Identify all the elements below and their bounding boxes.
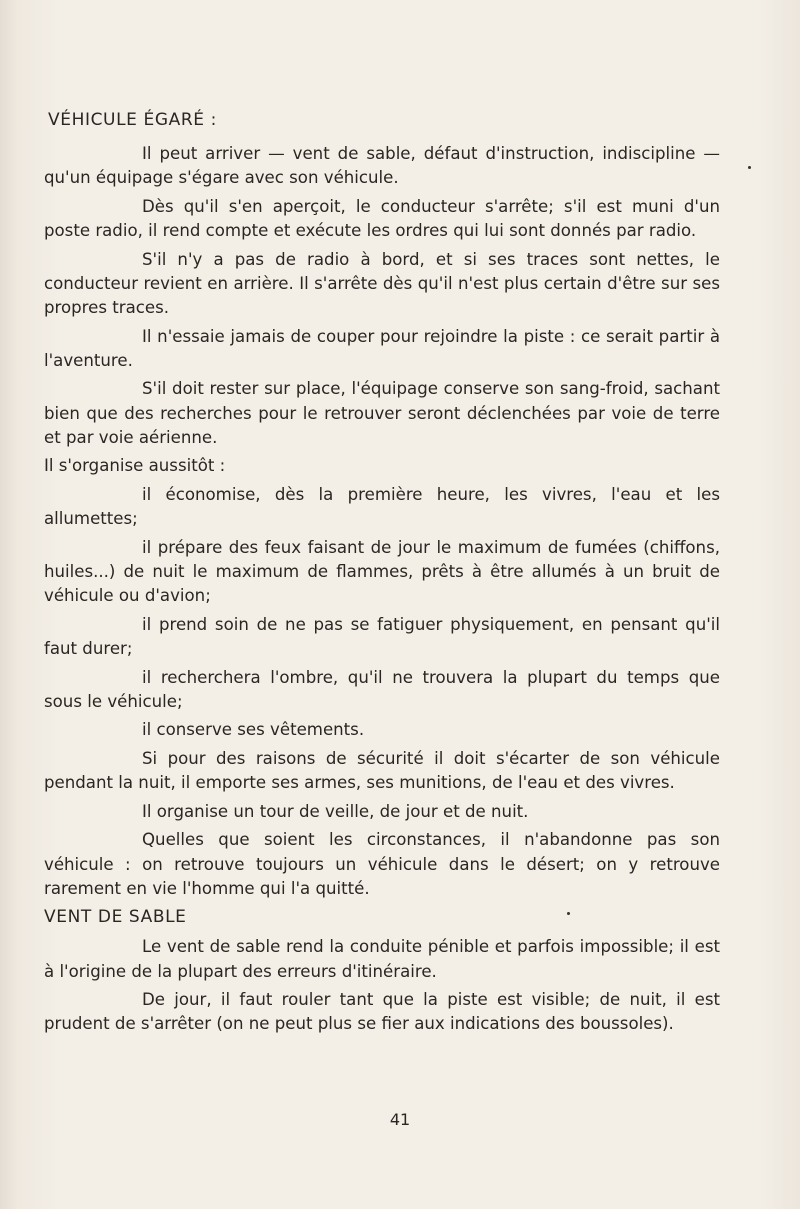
paragraph: Le vent de sable rend la conduite pénible et parfois impossible; il est à l'origine de la plupart des erreurs d'itinéraire.	[44, 937, 720, 981]
list-item: il conserve ses vêtements.	[142, 720, 365, 740]
paragraph: Il organise un tour de veille, de jour et de nuit.	[142, 801, 529, 821]
paragraph: S'il n'y a pas de radio à bord, et si ses traces sont nettes, le conducteur revient en arrière. Il s'arrête dès qu'il n'est plus certain d'être sur ses propres traces.	[44, 249, 720, 317]
ink-speck	[567, 912, 570, 915]
paragraph: Quelles que soient les circonstances, il n'abandonne pas son véhicule : on retrouve toujours un véhicule dans le désert; on y retrouve rarement en vie l'homme qui l'a quitté.	[44, 830, 720, 898]
paragraph: Il n'essaie jamais de couper pour rejoindre la piste : ce serait partir à l'aventure.	[44, 326, 720, 370]
paragraph: Il peut arriver — vent de sable, défaut d'instruction, indiscipline — qu'un équipage s'égare avec son véhicule.	[44, 144, 720, 188]
paragraph-intro: Il s'organise aussitôt :	[44, 456, 226, 476]
list-item: il prend soin de ne pas se fatiguer physiquement, en pensant qu'il faut durer;	[44, 614, 720, 658]
ink-speck	[748, 166, 751, 169]
list-item: il économise, dès la première heure, les vivres, l'eau et les allumettes;	[44, 484, 720, 529]
heading-vent-de-sable: VENT DE SABLE	[44, 907, 187, 928]
list-item: il prépare des feux faisant de jour le maximum de fumées (chiffons, huiles...) de nuit le maximum de flammes, prêts à être allumés à un bruit de véhicule ou d'avion;	[44, 537, 720, 606]
paragraph: Dès qu'il s'en aperçoit, le conducteur s'arrête; s'il est muni d'un poste radio, il rend compte et exécute les ordres qui lui sont donnés par radio.	[44, 196, 720, 240]
paragraph: S'il doit rester sur place, l'équipage conserve son sang-froid, sachant bien que des recherches pour le retrouver seront déclenchées par voie de terre et par voie aérienne.	[44, 379, 720, 447]
paragraph: Si pour des raisons de sécurité il doit s'écarter de son véhicule pendant la nuit, il emporte ses armes, ses munitions, de l'eau et des vivres.	[44, 748, 720, 793]
heading-vehicule-egare: VÉHICULE ÉGARÉ :	[48, 110, 217, 130]
paragraph: De jour, il faut rouler tant que la piste est visible; de nuit, il est prudent de s'arrêter (on ne peut plus se fier aux indications des boussoles).	[44, 990, 720, 1034]
document-body	[44, 108, 720, 1041]
page-number: 41	[389, 1110, 411, 1129]
list-item: il recherchera l'ombre, qu'il ne trouvera la plupart du temps que sous le véhicule;	[44, 667, 720, 711]
